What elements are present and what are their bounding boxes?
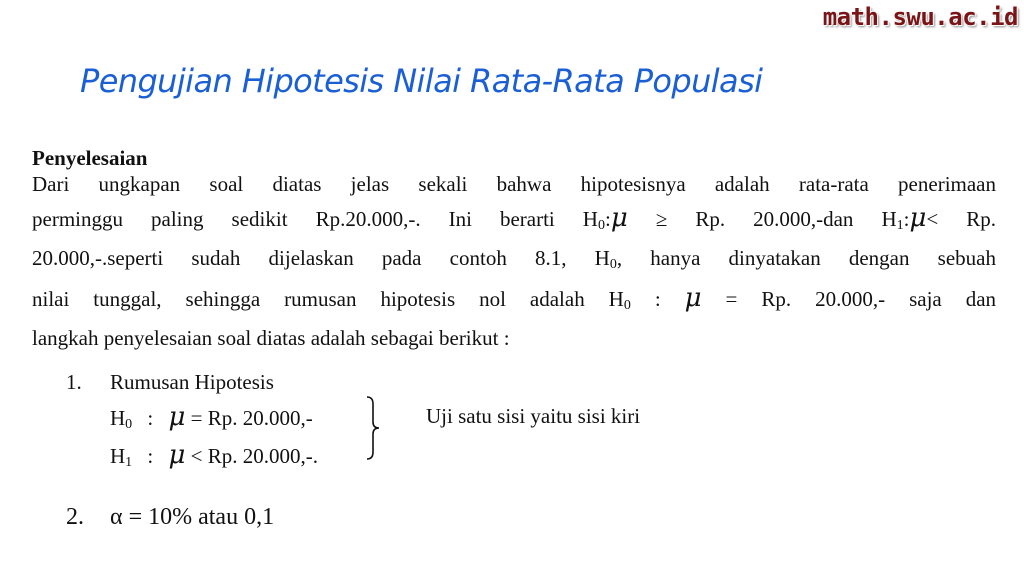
slide-title: Pengujian Hipotesis Nilai Rata-Rata Populasi — [80, 62, 763, 100]
document-body — [32, 146, 996, 356]
text-fragment: = Rp. 20.000,- saja dan — [725, 286, 997, 311]
mu-symbol: μ — [909, 202, 927, 233]
mu-symbol: μ — [684, 282, 702, 313]
h0-hypothesis — [110, 402, 313, 433]
text-fragment: < Rp. — [926, 206, 997, 231]
test-type-note: Uji satu sisi yaitu sisi kiri — [426, 404, 641, 428]
text-fragment: : — [654, 286, 661, 311]
step-1-title: Rumusan Hipotesis — [110, 370, 274, 394]
h0-statement: = Rp. 20.000,- — [190, 406, 313, 430]
site-watermark: math.swu.ac.id — [822, 3, 1018, 31]
text-fragment: : — [903, 206, 910, 231]
mu-symbol: μ — [610, 202, 628, 233]
paragraph-line-2 — [32, 202, 996, 243]
mu-symbol: μ — [168, 402, 186, 432]
section-heading: Penyelesaian — [32, 146, 148, 170]
subscript-0: 0 — [609, 257, 617, 272]
text-fragment: , hanya dinyatakan dengan sebuah — [616, 246, 996, 270]
h1-label: H — [110, 444, 126, 468]
h1-subscript: 1 — [125, 455, 133, 470]
paragraph-line-3 — [32, 242, 996, 282]
h1-colon: : — [147, 444, 154, 468]
text-fragment: ≥ Rp. 20.000,-dan H — [655, 206, 897, 231]
paragraph-line-1: Dari ungkapan soal diatas jelas sekali bahwa hipotesisnya adalah rata-rata penerimaan — [32, 172, 996, 196]
step-2 — [66, 504, 275, 531]
step-1-number: 1. — [66, 370, 82, 394]
subscript-0: 0 — [623, 297, 631, 313]
text-fragment: perminggu paling sedikit Rp.20.000,-. Ini berarti H — [32, 206, 598, 231]
paragraph-line-4 — [32, 282, 996, 323]
text-fragment: nilai tunggal, sehingga rumusan hipotesis nol adalah H — [32, 286, 624, 311]
step-2-number: 2. — [66, 504, 84, 530]
curly-brace-icon — [366, 396, 380, 460]
h0-subscript: 0 — [125, 417, 133, 432]
h1-statement: < Rp. 20.000,-. — [190, 444, 319, 468]
mu-symbol: μ — [168, 440, 186, 470]
h0-colon: : — [147, 406, 154, 430]
h0-label: H — [110, 406, 126, 430]
text-fragment: 20.000,-.seperti sudah dijelaskan pada contoh 8.1, H — [32, 246, 610, 270]
paragraph-line-5: langkah penyelesaian soal diatas adalah sebagai berikut : — [32, 326, 510, 350]
subscript-1: 1 — [896, 217, 904, 233]
explanation-paragraph — [32, 168, 996, 356]
text-fragment: : — [604, 206, 611, 231]
h1-hypothesis — [110, 440, 318, 471]
subscript-0: 0 — [597, 217, 605, 233]
alpha-value: α = 10% atau 0,1 — [110, 504, 275, 530]
